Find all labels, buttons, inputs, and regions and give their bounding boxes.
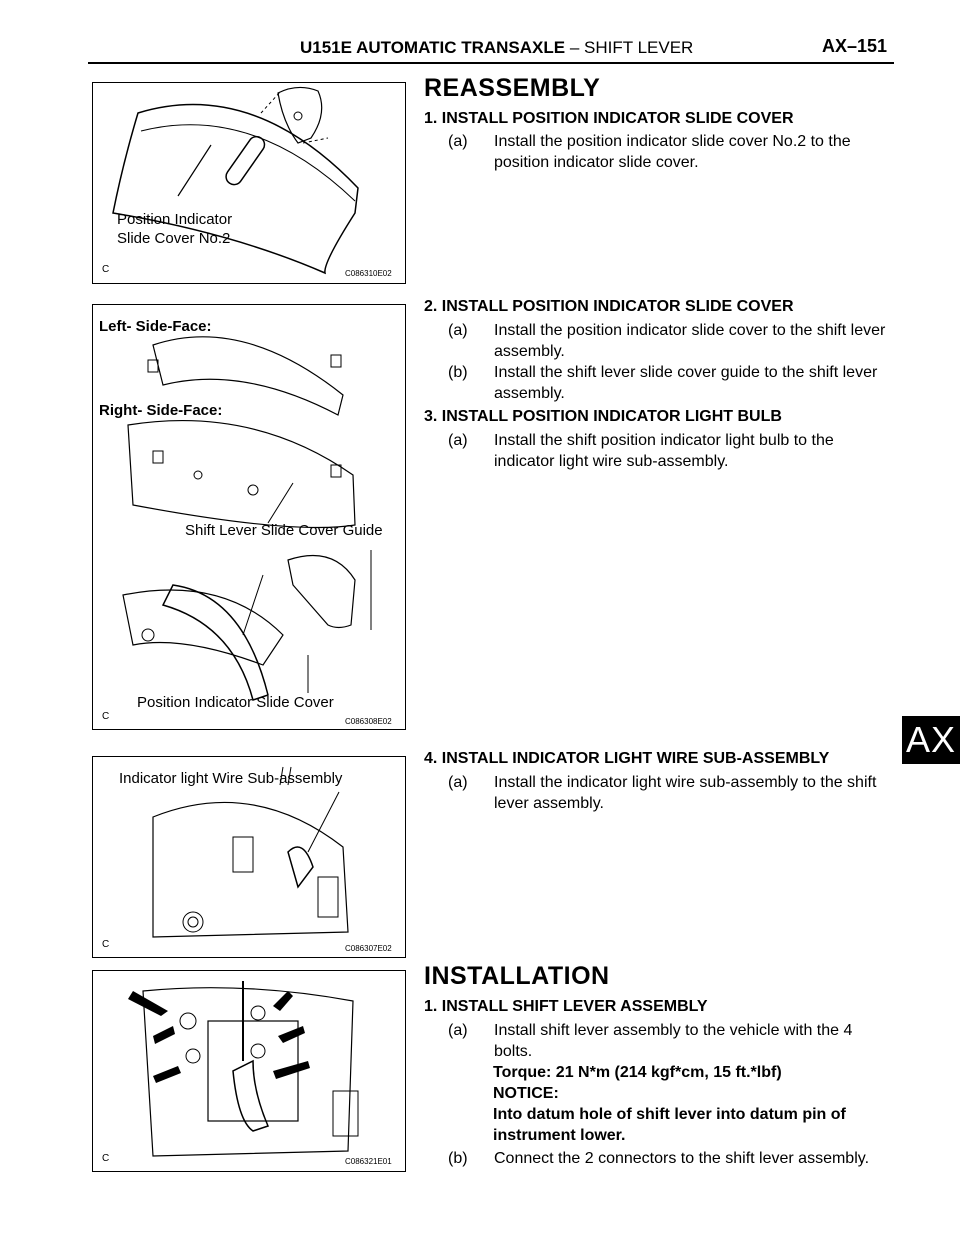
sub-letter: (a): [448, 133, 468, 150]
figure-4-code: C086321E01: [345, 1157, 392, 1166]
torque-spec: Torque: 21 N*m (214 kgf*cm, 15 ft.*lbf): [493, 1064, 782, 1081]
sub-text: Install the indicator light wire sub-assembly to the shift lever assembly.: [494, 774, 877, 812]
sub-letter: (a): [448, 1022, 468, 1039]
notice-text: Into datum hole of shift lever into datum pin of instrument lower.: [493, 1106, 846, 1144]
figure-1-c-mark: C: [102, 264, 110, 275]
header-title-bold: U151E AUTOMATIC TRANSAXLE: [300, 38, 566, 57]
sub-text: Install the position indicator slide cover to the shift lever assembly.: [494, 322, 886, 360]
figure-1-label-1: Position Indicator: [117, 211, 233, 228]
sub-text: Connect the 2 connectors to the shift lever assembly.: [494, 1150, 870, 1167]
header-title-rest: SHIFT LEVER: [584, 38, 694, 57]
section-title-installation: INSTALLATION: [424, 962, 610, 990]
notice-label: NOTICE:: [493, 1085, 559, 1102]
reassembly-step-3: 3. INSTALL POSITION INDICATOR LIGHT BULB: [424, 408, 782, 425]
sub-letter: (a): [448, 322, 468, 339]
sub-letter: (b): [448, 364, 468, 381]
installation-step-1-sub-b: [448, 1148, 888, 1169]
header-title-separator: –: [569, 38, 580, 57]
figure-indicator-wire: [92, 756, 406, 958]
figure-2-label-right-face: Right- Side-Face:: [99, 402, 223, 419]
sub-text: Install shift lever assembly to the vehicle with the 4 bolts.: [494, 1022, 853, 1060]
figure-2-label-slide-cover: Position Indicator Slide Cover: [137, 694, 334, 711]
sub-letter: (a): [448, 774, 468, 791]
section-title-reassembly: REASSEMBLY: [424, 74, 601, 102]
section-tab: AX: [902, 716, 960, 764]
sub-text: Install the shift position indicator light bulb to the indicator light wire sub-assembly.: [494, 432, 834, 470]
reassembly-step-4-sub-a: [448, 772, 888, 814]
reassembly-step-1-sub-a: [448, 131, 888, 173]
sub-text: Install the position indicator slide cover No.2 to the position indicator slide cover.: [494, 133, 851, 171]
figure-4-c-mark: C: [102, 1153, 110, 1164]
reassembly-step-2: 2. INSTALL POSITION INDICATOR SLIDE COVER: [424, 298, 794, 315]
figure-shift-lever-bolts: [92, 970, 406, 1172]
figure-1-code: C086310E02: [345, 269, 392, 278]
figure-2-label-left-face: Left- Side-Face:: [99, 318, 212, 335]
page-number: AX–151: [822, 36, 888, 56]
reassembly-step-2-sub-b: [448, 362, 888, 404]
reassembly-step-3-sub-a: [448, 430, 888, 472]
figure-slide-cover-no2: [92, 82, 406, 284]
sub-letter: (b): [448, 1150, 468, 1167]
figure-3-c-mark: C: [102, 939, 110, 950]
installation-step-1-sub-a: [448, 1020, 888, 1062]
installation-step-1: 1. INSTALL SHIFT LEVER ASSEMBLY: [424, 998, 708, 1015]
figure-2-drawing: [93, 305, 405, 729]
reassembly-step-2-sub-a: [448, 320, 888, 362]
figure-2-label-guide: Shift Lever Slide Cover Guide: [185, 522, 383, 539]
sub-text: Install the shift lever slide cover guide to the shift lever assembly.: [494, 364, 878, 402]
reassembly-step-1: 1. INSTALL POSITION INDICATOR SLIDE COVER: [424, 110, 794, 127]
figure-2-code: C086308E02: [345, 717, 392, 726]
figure-3-code: C086307E02: [345, 944, 392, 953]
figure-3-label: Indicator light Wire Sub-assembly: [119, 770, 343, 787]
figure-2-c-mark: C: [102, 711, 110, 722]
sub-letter: (a): [448, 432, 468, 449]
figure-4-drawing: [93, 971, 405, 1171]
header-rule: [88, 62, 894, 64]
figure-1-drawing: [93, 83, 405, 283]
figure-slide-cover-guide: [92, 304, 406, 730]
reassembly-step-4: 4. INSTALL INDICATOR LIGHT WIRE SUB-ASSEMBLY: [424, 750, 830, 767]
page-header-title: [300, 38, 693, 58]
figure-1-label-2: Slide Cover No.2: [117, 230, 231, 247]
